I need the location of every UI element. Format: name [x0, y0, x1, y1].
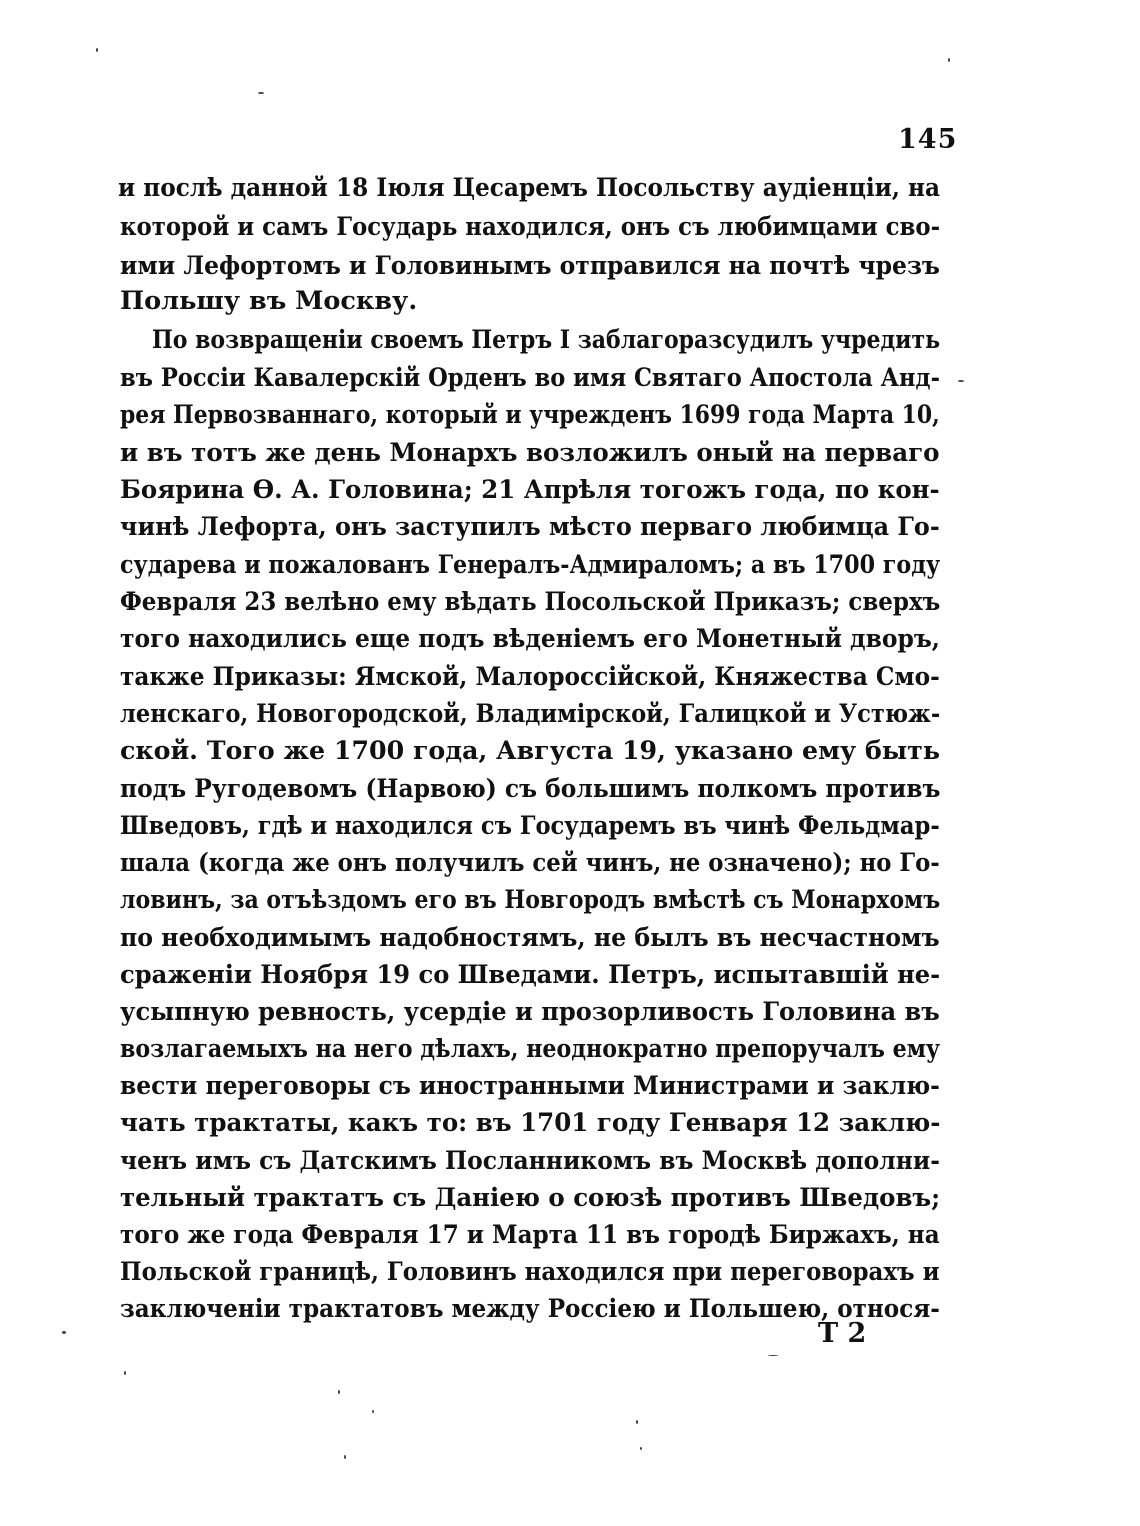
text-line: рея Первозваннаго, который и учрежденъ 1699 года Марта 10, — [120, 400, 940, 430]
text-line: и въ тотъ же день Монархъ возложилъ оный на перваго — [120, 438, 940, 468]
scan-speck — [958, 380, 964, 382]
scan-speck — [640, 1447, 642, 1450]
scan-speck — [636, 1420, 638, 1424]
text-line: заключеніи трактатовъ между Россіею и Польшею, относя- — [120, 1294, 940, 1324]
text-line: вести переговоры съ иностранными Министрами и заклю- — [120, 1071, 940, 1101]
text-line: сраженіи Ноября 19 со Шведами. Петръ, испытавшій не- — [120, 960, 941, 990]
scan-speck — [372, 1410, 374, 1413]
text-line: подъ Ругодевомъ (Нарвою) съ большимъ полкомъ противъ — [120, 774, 941, 804]
text-line: чать трактаты, какъ то: въ 1701 году Генваря 12 заклю- — [120, 1108, 941, 1138]
text-line: По возвращеніи своемъ Петръ I заблагоразсудилъ учредить — [152, 325, 941, 355]
text-line: того находились еще подъ вѣденіемъ его Монетный дворъ, — [120, 624, 940, 654]
text-line: которой и самъ Государь находился, онъ съ любимцами сво- — [120, 212, 941, 242]
text-line: Боярина Ѳ. А. Головина; 21 Апрѣля тогожъ года, по кон- — [120, 475, 940, 505]
text-line: по необходимымъ надобностямъ, не былъ въ несчастномъ — [120, 923, 940, 953]
text-line: и послѣ данной 18 Іюля Цесаремъ Посольству аудіенціи, на — [118, 173, 941, 203]
text-line: Февраля 23 велѣно ему вѣдать Посольской Приказъ; сверхъ — [120, 587, 941, 617]
text-line: шала (когда же онъ получилъ сей чинъ, не означено); но Го- — [120, 848, 940, 878]
text-line: Польской границѣ, Головинъ находился при переговорахъ и — [120, 1257, 940, 1287]
scan-speck — [338, 1390, 340, 1394]
text-line: въ Россіи Кавалерскій Орденъ во имя Святаго Апостола Анд- — [120, 363, 940, 393]
scan-speck — [62, 1331, 66, 1334]
text-line: ской. Того же 1700 года, Августа 19, указано ему быть — [120, 736, 940, 766]
text-line: также Приказы: Ямской, Малороссійской, Княжества Смо- — [120, 662, 940, 692]
text-line: ленскаго, Новогородской, Владимірской, Галицкой и Устюж- — [120, 699, 941, 729]
scan-speck — [124, 1371, 126, 1375]
text-line: Польшу въ Москву. — [120, 286, 418, 316]
page-number: 145 — [898, 124, 958, 155]
scan-speck — [768, 1355, 778, 1356]
text-line: Шведовъ, гдѣ и находился съ Государемъ въ чинѣ Фельдмар- — [120, 811, 940, 841]
text-line: ловинъ, за отъѣздомъ его въ Новгородъ вмѣстѣ съ Монархомъ — [120, 885, 941, 915]
text-line: того же года Февраля 17 и Марта 11 въ городѣ Биржахъ, на — [120, 1220, 940, 1250]
text-line: усыпную ревность, усердіе и прозорливость Головина въ — [120, 997, 940, 1027]
scan-speck — [258, 92, 264, 94]
text-line: сударева и пожалованъ Генералъ-Адмираломъ; а въ 1700 году — [120, 550, 941, 580]
text-line: тельный трактатъ съ Даніею о союзѣ противъ Шведовъ; — [120, 1183, 941, 1213]
scan-speck — [344, 1455, 346, 1459]
scan-speck — [96, 48, 98, 52]
text-line: ченъ имъ съ Датскимъ Посланникомъ въ Москвѣ дополни- — [120, 1146, 940, 1176]
signature-mark: T 2 — [818, 1318, 867, 1349]
text-line: ими Лефортомъ и Головинымъ отправился на почтѣ чрезъ — [120, 251, 940, 281]
text-line: чинѣ Лефорта, онъ заступилъ мѣсто перваго любимца Го- — [120, 512, 940, 542]
text-line: возлагаемыхъ на него дѣлахъ, неоднократно препоручалъ ему — [120, 1034, 941, 1064]
scan-speck — [948, 58, 950, 62]
